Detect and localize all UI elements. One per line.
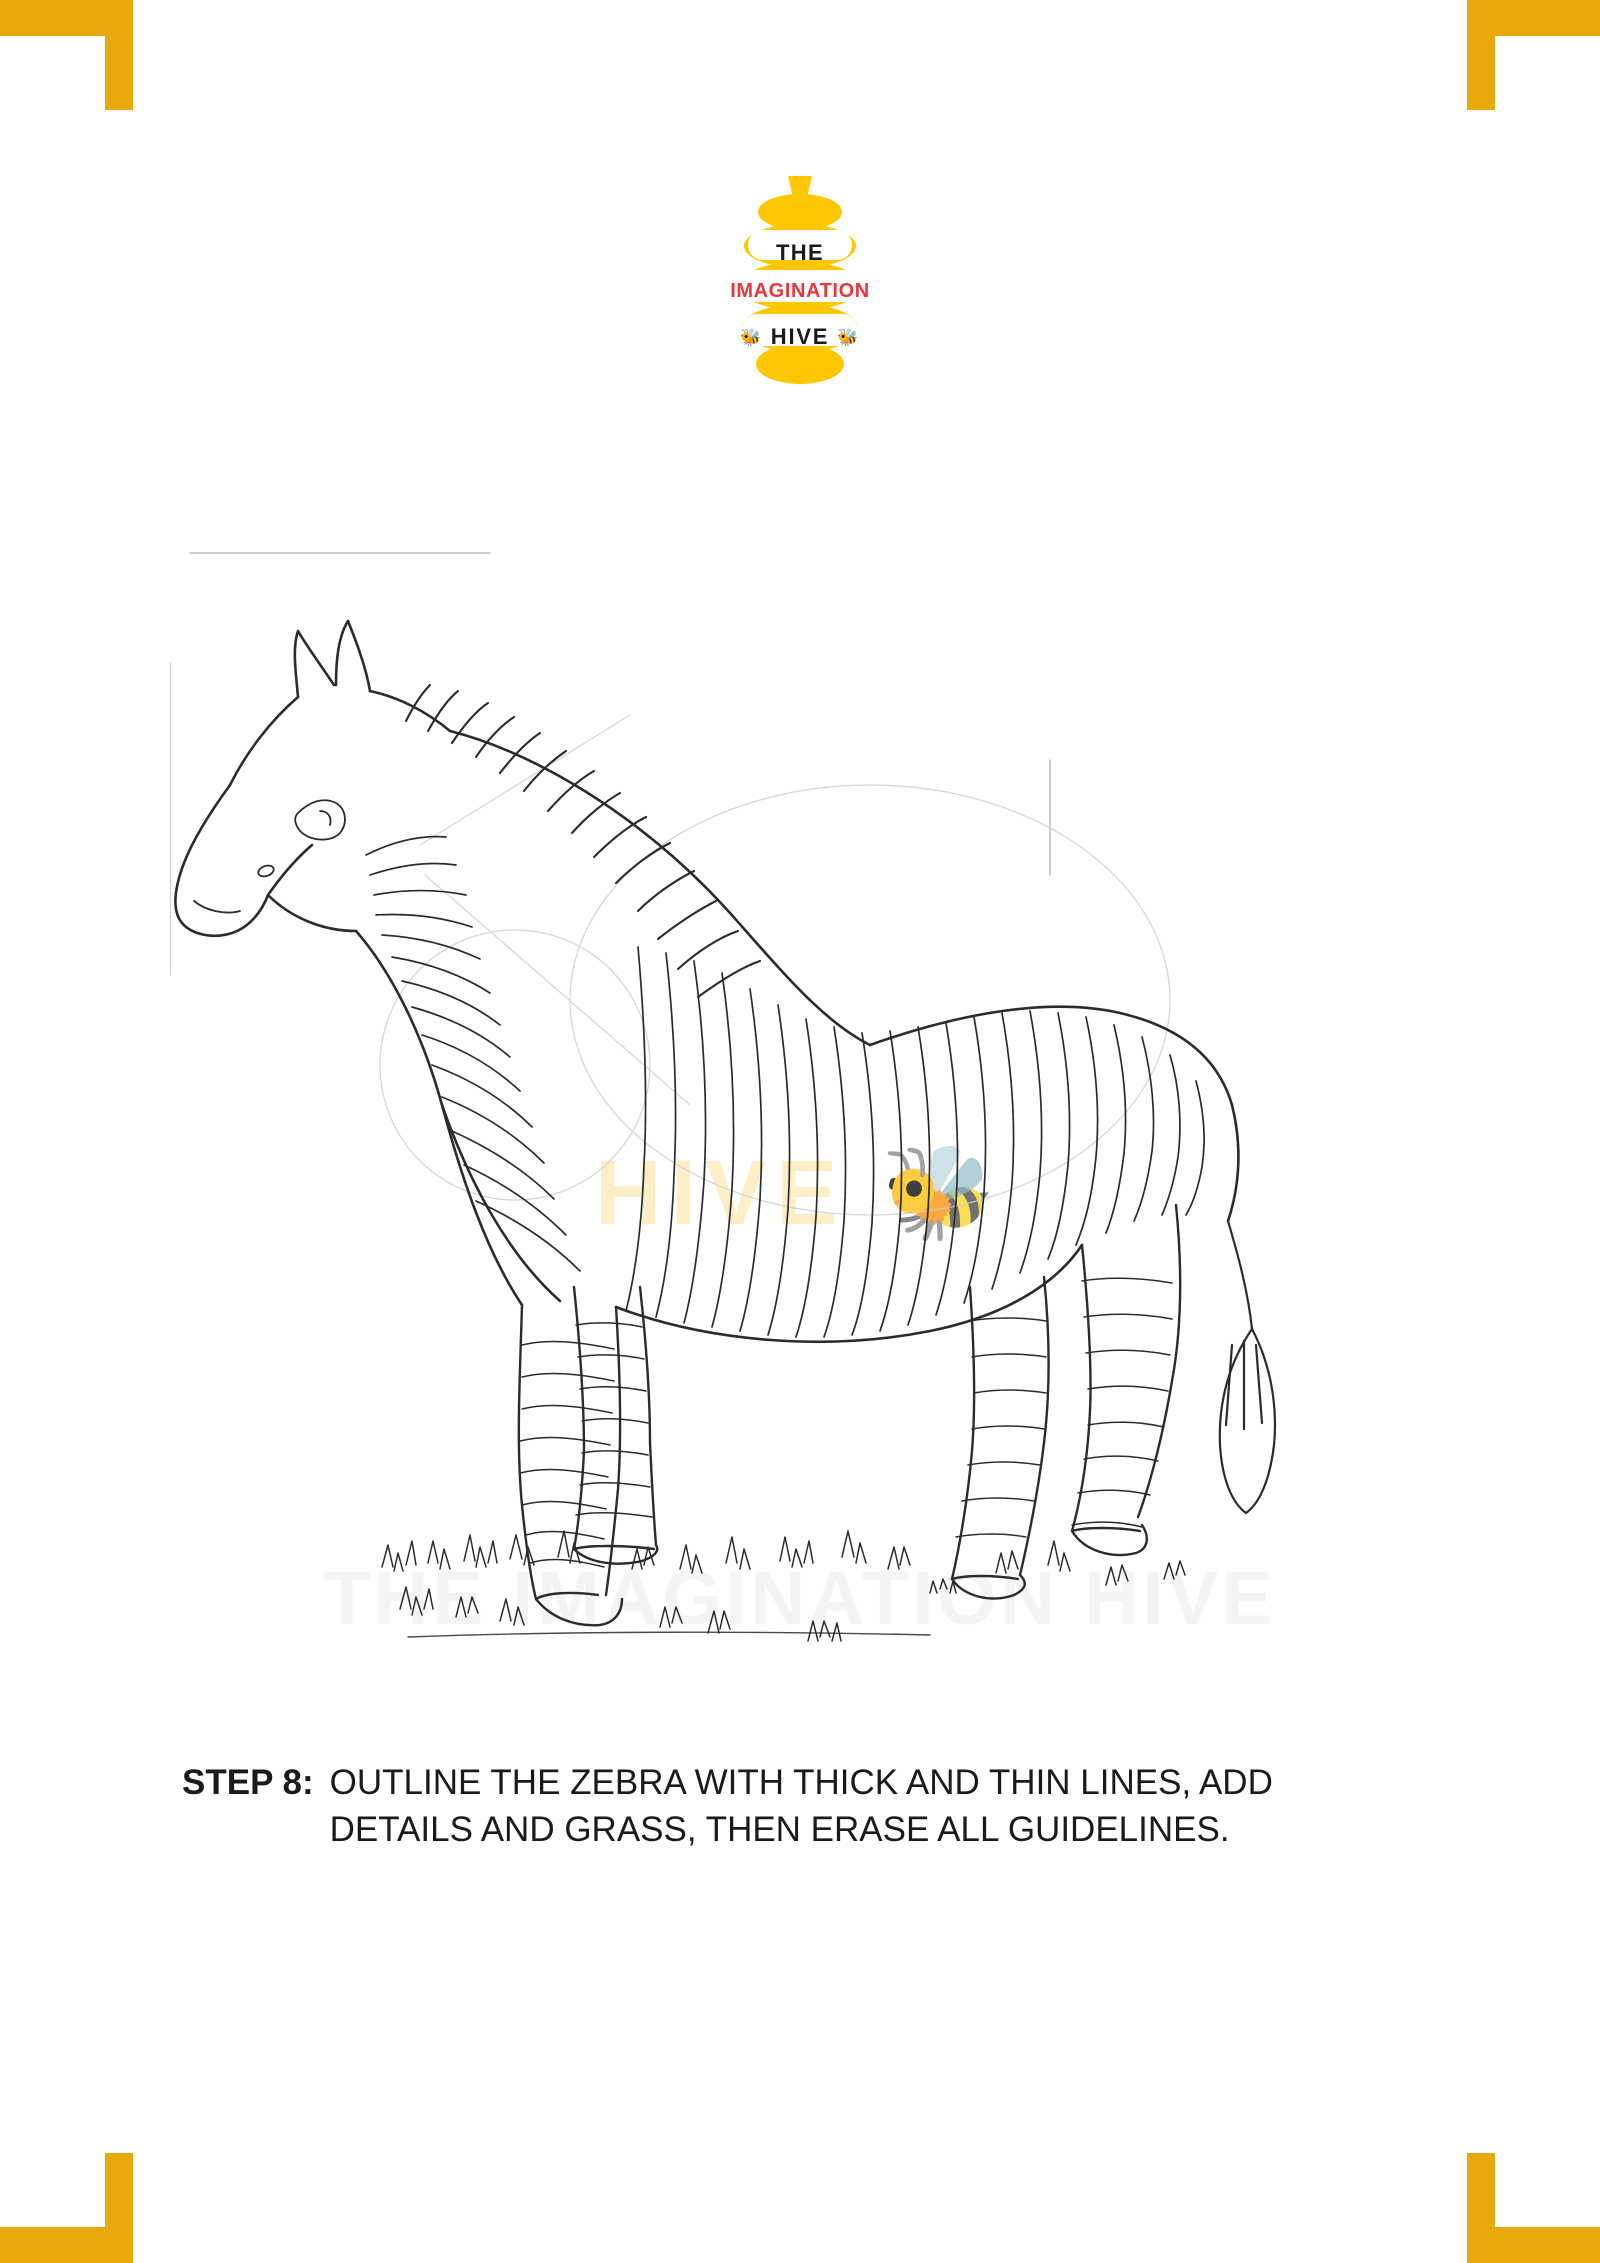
zebra-drawing-svg — [170, 545, 1430, 1645]
watermark-full: THE IMAGINATION HIVE — [323, 1556, 1277, 1641]
corner-mark-bottom-right-vertical — [1467, 2153, 1495, 2263]
step-label: STEP 8: — [182, 1763, 314, 1802]
watermark-hive: HIVE 🐝 — [594, 1142, 1006, 1244]
corner-mark-top-left-vertical — [105, 0, 133, 110]
zebra-illustration — [170, 545, 1430, 1645]
bee-icon-right: 🐝 — [837, 328, 860, 348]
ground-line — [408, 1632, 930, 1637]
logo-line-hive — [710, 324, 890, 350]
zebra-body-outline — [175, 621, 1238, 1342]
logo-line-imagination: IMAGINATION — [730, 280, 870, 302]
brand-logo — [710, 168, 890, 408]
corner-mark-top-right-vertical — [1467, 0, 1495, 110]
logo-line-the: THE — [776, 240, 824, 265]
step-instruction-text: OUTLINE THE ZEBRA WITH THICK AND THIN LINES, ADD DETAILS AND GRASS, THEN ERASE ALL GUIDELINES. — [329, 1763, 1273, 1849]
grass-tufts — [382, 1531, 1185, 1641]
corner-mark-bottom-left-vertical — [105, 2153, 133, 2263]
zebra-tail — [1220, 1221, 1275, 1513]
guideline-marks — [170, 553, 1050, 975]
step-caption — [182, 1760, 1422, 1853]
zebra-legs — [519, 1205, 1180, 1625]
bee-icon-left: 🐝 — [739, 328, 763, 348]
logo-hive-word: HIVE — [770, 324, 830, 349]
